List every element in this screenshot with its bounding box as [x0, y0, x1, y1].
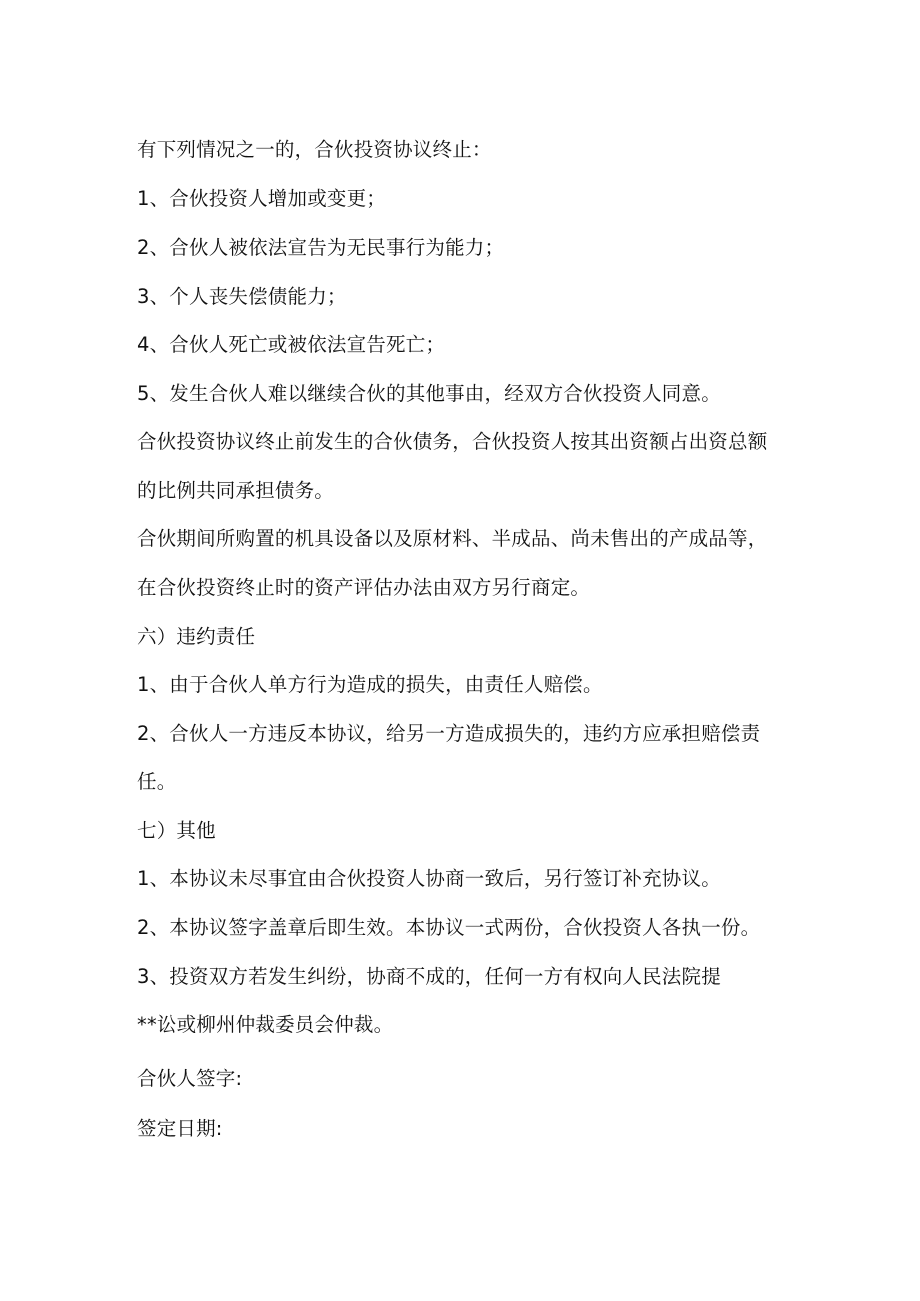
termination-intro: 有下列情况之一的，合伙投资协议终止：: [137, 138, 492, 161]
other-item-1: 1、本协议未尽事宜由合伙投资人协商一致后，另行签订补充协议。: [137, 867, 721, 890]
assets-paragraph-line-2: 在合伙投资终止时的资产评估办法由双方另行商定。: [137, 576, 591, 599]
termination-item-4: 4、合伙人死亡或被依法宣告死亡；: [137, 333, 446, 356]
other-item-3-line-2: **讼或柳州仲裁委员会仲裁。: [137, 1013, 394, 1036]
section-heading-other: 七）其他: [137, 819, 216, 842]
assets-paragraph-line-1: 合伙期间所购置的机具设备以及原材料、半成品、尚未售出的产成品等，: [137, 527, 768, 550]
termination-item-1: 1、合伙投资人增加或变更；: [137, 187, 387, 210]
liability-item-2-line-2: 任。: [137, 770, 177, 793]
debt-paragraph-line-1: 合伙投资协议终止前发生的合伙债务，合伙投资人按其出资额占出资总额: [137, 430, 768, 453]
signing-date-label: 签定日期:: [137, 1117, 223, 1140]
termination-item-2: 2、合伙人被依法宣告为无民事行为能力；: [137, 236, 505, 259]
liability-item-1: 1、由于合伙人单方行为造成的损失，由责任人赔偿。: [137, 673, 603, 696]
section-heading-liability: 六）违约责任: [137, 625, 256, 648]
partner-signature-label: 合伙人签字:: [137, 1067, 243, 1090]
debt-paragraph-line-2: 的比例共同承担债务。: [137, 479, 335, 502]
termination-item-5: 5、发生合伙人难以继续合伙的其他事由，经双方合伙投资人同意。: [137, 382, 721, 405]
other-item-2: 2、本协议签字盖章后即生效。本协议一式两份，合伙投资人各执一份。: [137, 916, 761, 939]
liability-item-2-line-1: 2、合伙人一方违反本协议，给另一方造成损失的，违约方应承担赔偿责: [137, 722, 761, 745]
other-item-3-line-1: 3、投资双方若发生纠纷，协商不成的，任何一方有权向人民法院提: [137, 965, 721, 988]
termination-item-3: 3、个人丧失偿债能力；: [137, 285, 347, 308]
